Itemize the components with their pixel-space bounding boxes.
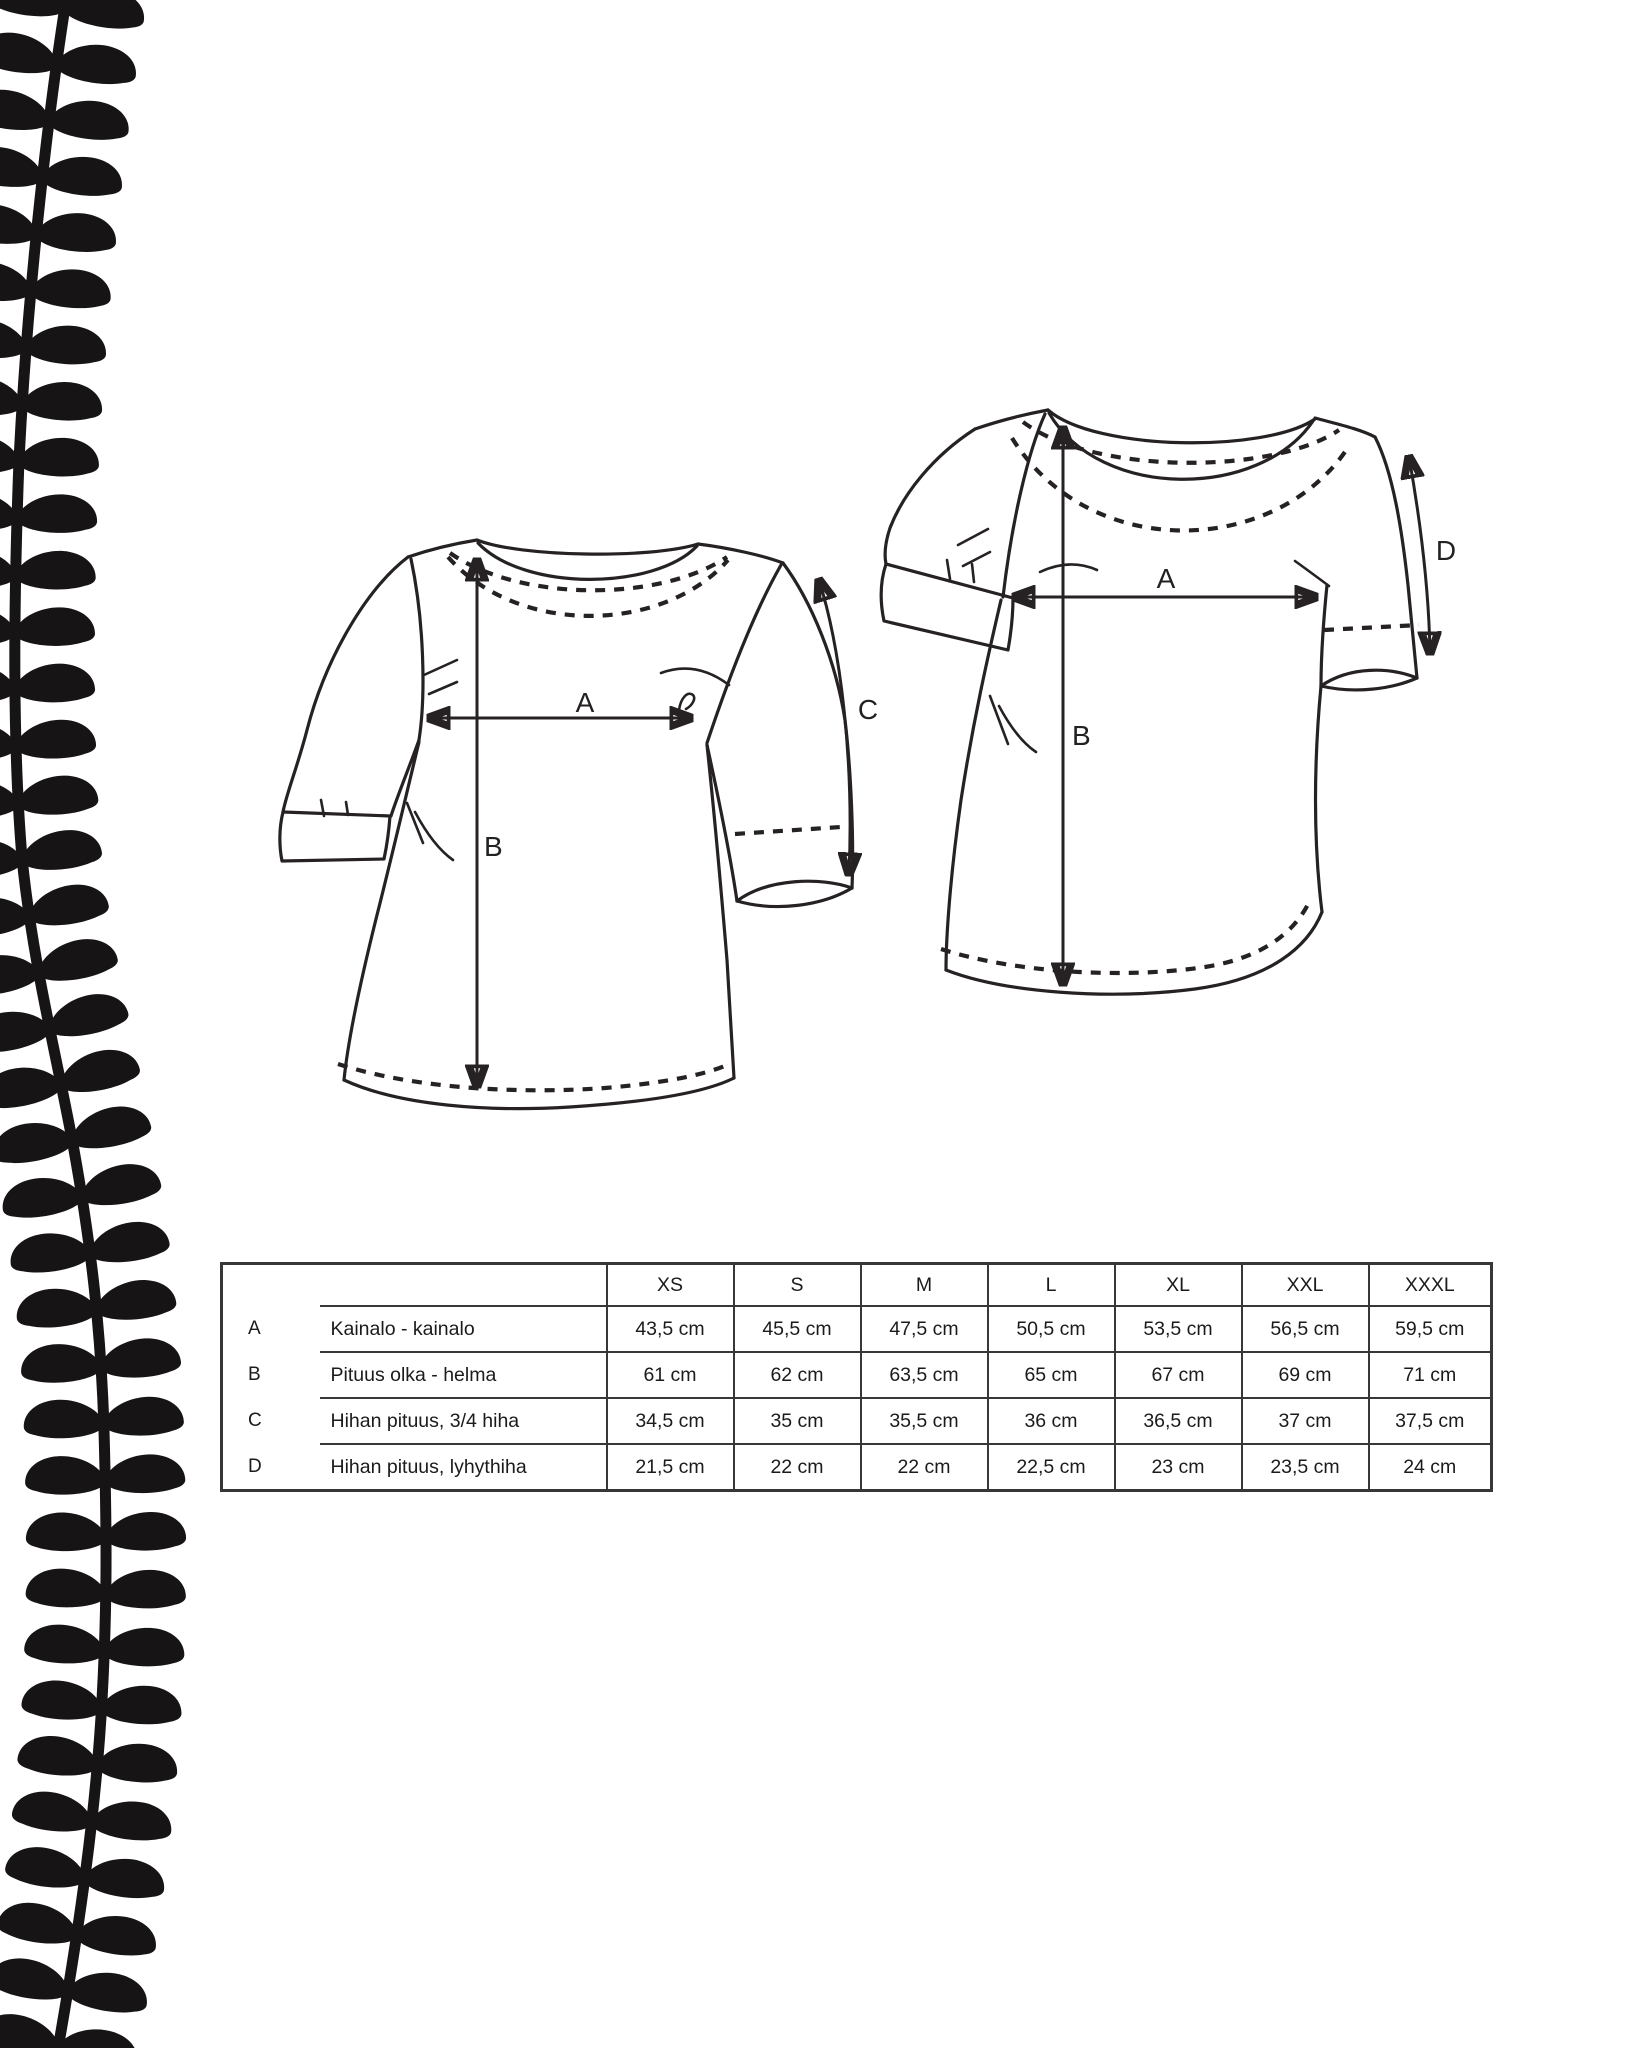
- cell-d-s: 22 cm: [734, 1444, 861, 1491]
- vine-leaf-right: [29, 261, 115, 316]
- vine-leaf-left: [0, 89, 50, 130]
- cell-a-xxxl: 59,5 cm: [1369, 1306, 1492, 1352]
- cell-c-xxl: 37 cm: [1242, 1398, 1369, 1444]
- cell-d-xs: 21,5 cm: [607, 1444, 734, 1491]
- vine-leaf-right: [96, 1280, 176, 1320]
- cell-c-l: 36 cm: [988, 1398, 1115, 1444]
- vine-leaf-right: [14, 545, 98, 594]
- vine-leaf-right: [24, 318, 110, 372]
- vine-leaf-left: [0, 0, 67, 18]
- vine-leaf-left: [12, 1280, 98, 1335]
- vine-leaf-right: [74, 1906, 161, 1965]
- shirt-sketch-short-sleeve: [857, 380, 1475, 1020]
- size-table-row-c: [222, 1398, 1492, 1444]
- vine-leaf-right: [47, 991, 130, 1038]
- row-label-a: Kainalo - kainalo: [320, 1306, 607, 1352]
- size-col-header-xxxl: XXXL: [1369, 1264, 1492, 1307]
- row-key-b: B: [248, 1364, 261, 1385]
- size-col-header-xxl: XXL: [1242, 1264, 1369, 1307]
- shirt-outline: [881, 410, 1419, 994]
- vine-leaf-right: [28, 883, 110, 926]
- leaf-vine-decoration: [0, 0, 210, 2048]
- cell-b-xxl: 69 cm: [1242, 1352, 1369, 1398]
- cell-b-m: 63,5 cm: [861, 1352, 988, 1398]
- vine-leaf-right: [14, 659, 97, 706]
- vine-leaf-left: [5, 1224, 92, 1281]
- cell-a-xl: 53,5 cm: [1115, 1306, 1242, 1352]
- measurement-label-b: B: [1072, 720, 1091, 751]
- vine-leaf-right: [54, 35, 141, 93]
- vine-leaf-left: [17, 1337, 103, 1390]
- vine-leaf-left: [21, 1394, 106, 1444]
- cell-c-xs: 34,5 cm: [607, 1398, 734, 1444]
- vine-leaf-left: [5, 1846, 86, 1888]
- measurement-label-a: A: [1156, 563, 1176, 594]
- vine-leaf-right: [36, 937, 119, 983]
- vine-leaf-right: [40, 148, 127, 204]
- row-label-c: Hihan pituus, 3/4 hiha: [320, 1398, 607, 1444]
- cell-a-l: 50,5 cm: [988, 1306, 1115, 1352]
- vine-leaf-right: [82, 1849, 169, 1907]
- measurement-label-c: C: [857, 694, 879, 725]
- vine-leaf-right: [100, 1679, 185, 1731]
- vine-leaf-right: [103, 1622, 188, 1673]
- vine-leaf-left: [20, 1678, 102, 1721]
- cell-b-xxxl: 71 cm: [1369, 1352, 1492, 1398]
- cell-d-xxxl: 24 cm: [1369, 1444, 1492, 1491]
- size-table-container: [220, 1262, 1493, 1492]
- vine-leaf-right: [16, 488, 101, 538]
- cell-d-l: 22,5 cm: [988, 1444, 1115, 1491]
- cell-a-s: 45,5 cm: [734, 1306, 861, 1352]
- size-table-corner-label: [320, 1264, 607, 1307]
- size-col-header-l: L: [988, 1264, 1115, 1307]
- vine-leaf-right: [100, 1337, 182, 1380]
- vine-leaf-right: [34, 205, 120, 260]
- vine-leaf-left: [23, 1621, 106, 1666]
- vine-leaf-left: [22, 1451, 106, 1500]
- measurement-arrows: [429, 560, 850, 1086]
- vine-leaf-left: [0, 147, 43, 187]
- vine-leaf-right: [22, 830, 102, 870]
- size-col-header-s: S: [734, 1264, 861, 1307]
- row-key-d: D: [248, 1455, 262, 1477]
- vine-leaf-right: [55, 2018, 143, 2048]
- cell-b-xs: 61 cm: [607, 1352, 734, 1398]
- vine-leaf-left: [0, 1168, 85, 1227]
- vine-leaf-right: [104, 1565, 188, 1614]
- cell-a-m: 47,5 cm: [861, 1306, 988, 1352]
- row-label-b: Pituus olka - helma: [320, 1352, 607, 1398]
- vine-leaf-right: [80, 1162, 162, 1206]
- vine-leaf-right: [58, 1047, 142, 1094]
- arrow-c: [819, 580, 850, 874]
- vine-leaf-left: [17, 1735, 98, 1776]
- size-table-row-a: [222, 1306, 1492, 1352]
- vine-leaf-right: [17, 432, 102, 483]
- vine-leaf-right: [89, 1221, 170, 1263]
- vine-leaf-right: [14, 602, 98, 651]
- vine-leaf-left: [0, 204, 37, 244]
- vine-leaf-left: [0, 32, 58, 74]
- vine-leaf-right: [105, 1508, 189, 1555]
- shirt-sketch-three-quarter-sleeve: [200, 500, 900, 1140]
- cell-b-l: 65 cm: [988, 1352, 1115, 1398]
- cell-b-xl: 67 cm: [1115, 1352, 1242, 1398]
- measurement-label-b: B: [484, 831, 503, 862]
- size-col-header-xs: XS: [607, 1264, 734, 1307]
- measurement-label-a: A: [575, 687, 595, 718]
- cell-c-xxxl: 37,5 cm: [1369, 1398, 1492, 1444]
- vine-leaf-right: [20, 375, 106, 428]
- vine-leaf-right: [70, 1104, 153, 1150]
- cell-c-s: 35 cm: [734, 1398, 861, 1444]
- vine-leaf-left: [0, 1957, 70, 2001]
- cell-c-xl: 36,5 cm: [1115, 1398, 1242, 1444]
- cell-b-s: 62 cm: [734, 1352, 861, 1398]
- vine-leaf-right: [89, 1793, 176, 1849]
- size-table: [220, 1262, 1493, 1492]
- vine-leaf-right: [65, 1962, 153, 2022]
- cell-d-m: 22 cm: [861, 1444, 988, 1491]
- row-label-d: Hihan pituus, lyhythiha: [320, 1444, 607, 1491]
- vine-leaf-right: [104, 1451, 187, 1497]
- cell-d-xxl: 23,5 cm: [1242, 1444, 1369, 1491]
- vine-leaf-left: [23, 1508, 107, 1556]
- measurement-arrows: [1014, 428, 1430, 984]
- row-key-a: A: [248, 1318, 261, 1339]
- shirt-outline: [280, 540, 853, 1109]
- vine-leaf-right: [62, 0, 150, 38]
- cell-a-xxl: 56,5 cm: [1242, 1306, 1369, 1352]
- vine-leaf-right: [47, 91, 134, 148]
- vine-leaf-right: [18, 773, 100, 817]
- vine-leaf-left: [0, 261, 31, 302]
- measurement-label-d: D: [1435, 535, 1457, 566]
- size-table-row-b: [222, 1352, 1492, 1398]
- vine-leaf-right: [15, 716, 98, 762]
- size-table-corner-letter: [222, 1264, 320, 1307]
- vine-leaf-right: [103, 1394, 186, 1439]
- vine-leaf-left: [0, 2012, 60, 2048]
- cell-c-m: 35,5 cm: [861, 1398, 988, 1444]
- cell-a-xs: 43,5 cm: [607, 1306, 734, 1352]
- size-col-header-xl: XL: [1115, 1264, 1242, 1307]
- vine-leaf-right: [95, 1736, 181, 1790]
- size-table-row-d: [222, 1444, 1492, 1491]
- size-col-header-m: M: [861, 1264, 988, 1307]
- size-table-header-row: [222, 1264, 1492, 1307]
- vine-leaf-left: [0, 1901, 78, 1944]
- row-key-c: C: [248, 1410, 262, 1431]
- vine-leaf-left: [12, 1791, 92, 1831]
- cell-d-xl: 23 cm: [1115, 1444, 1242, 1491]
- vine-leaf-left: [24, 1565, 107, 1612]
